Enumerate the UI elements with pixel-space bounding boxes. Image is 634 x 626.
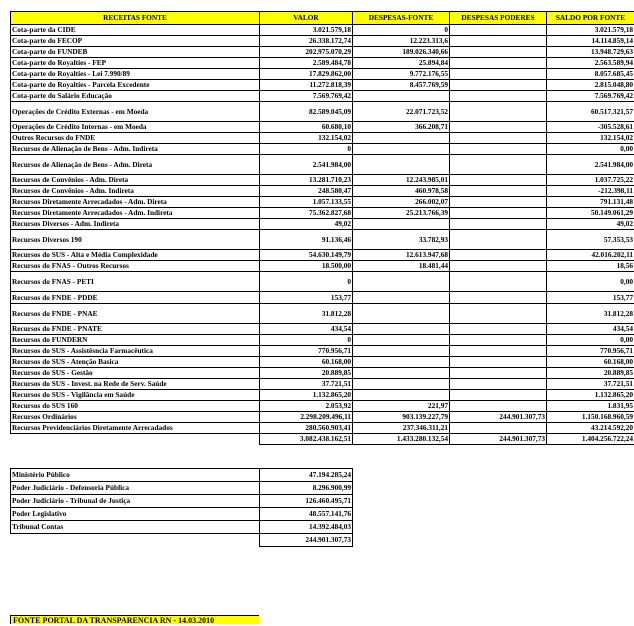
cell-revenue-source[interactable]: Outros Recursos do FNDE — [11, 133, 260, 144]
cell-expenses-powers[interactable] — [450, 186, 547, 197]
cell-expenses-source[interactable]: 237.346.311,21 — [353, 423, 450, 434]
cell-expenses-source[interactable]: 9.772.176,55 — [353, 69, 450, 80]
poder-name[interactable]: Poder Judiciário - Defensoria Pública — [11, 482, 260, 495]
cell-expenses-powers[interactable] — [450, 401, 547, 412]
cell-balance[interactable]: -305.528,61 — [547, 122, 634, 133]
cell-expenses-powers[interactable] — [450, 357, 547, 368]
header-row — [11, 12, 634, 25]
table-body — [11, 25, 634, 547]
table-row — [11, 412, 634, 423]
cell-expenses-powers[interactable] — [450, 175, 547, 186]
cell-expenses-source[interactable] — [353, 324, 450, 335]
cell-expenses-powers[interactable] — [450, 208, 547, 219]
empty-cell — [353, 495, 450, 508]
poder-name[interactable]: Poder Judiciário - Tribunal de Justiça — [11, 495, 260, 508]
cell-revenue-source[interactable]: Recursos do FNDE - PNATE — [11, 324, 260, 335]
cell-value[interactable]: 3.021.579,18 — [260, 25, 353, 36]
cell-revenue-source[interactable]: Recursos Diversos 190 — [11, 230, 260, 250]
table-row — [11, 250, 634, 261]
cell-balance[interactable]: 7.569.769,42 — [547, 91, 634, 102]
poder-name[interactable]: Ministério Público — [11, 469, 260, 482]
poder-name[interactable]: Poder Legislativo — [11, 508, 260, 521]
cell-revenue-source[interactable]: Cota-parte do FUNDEB — [11, 47, 260, 58]
table-row — [11, 155, 634, 175]
cell-balance[interactable]: 13.948.729,63 — [547, 47, 634, 58]
column-header-expenses-powers[interactable]: DESPESAS PODERES — [450, 12, 547, 25]
cell-revenue-source[interactable]: Recursos do FNDE - PDDE — [11, 292, 260, 304]
cell-expenses-source[interactable] — [353, 133, 450, 144]
table-row — [11, 102, 634, 122]
cell-expenses-source[interactable] — [353, 219, 450, 230]
cell-expenses-source[interactable]: 366.208,71 — [353, 122, 450, 133]
empty-cell — [547, 534, 634, 547]
cell-balance[interactable]: 43.214.592,20 — [547, 423, 634, 434]
table-row — [11, 47, 634, 58]
cell-expenses-source[interactable]: 189.026.340,66 — [353, 47, 450, 58]
totals-row — [11, 434, 634, 445]
cell-balance[interactable]: 14.114.859,14 — [547, 36, 634, 47]
cell-value[interactable]: 248.580,47 — [260, 186, 353, 197]
empty-cell — [450, 521, 547, 534]
empty-cell — [353, 445, 450, 457]
cell-balance[interactable]: 8.057.685,45 — [547, 69, 634, 80]
cell-expenses-source[interactable]: 460.978,58 — [353, 186, 450, 197]
table-row — [11, 80, 634, 91]
poder-row — [11, 521, 634, 534]
cell-balance[interactable]: 1.132.865,20 — [547, 390, 634, 401]
table-row — [11, 219, 634, 230]
poder-row — [11, 482, 634, 495]
cell-expenses-powers[interactable] — [450, 368, 547, 379]
table-row — [11, 175, 634, 186]
empty-cell — [11, 445, 260, 457]
spacer-row — [11, 457, 634, 469]
cell-revenue-source[interactable]: Cota-parte do Royalties - FEP — [11, 58, 260, 69]
cell-expenses-source[interactable]: 0 — [353, 25, 450, 36]
cell-value[interactable]: 1.132.865,20 — [260, 390, 353, 401]
cell-value[interactable]: 132.154,02 — [260, 133, 353, 144]
empty-cell — [547, 469, 634, 482]
cell-value[interactable]: 0 — [260, 335, 353, 346]
total-expenses-powers[interactable]: 244.901.307,73 — [450, 434, 547, 445]
cell-value[interactable]: 54.630.149,79 — [260, 250, 353, 261]
cell-value[interactable]: 20.889,85 — [260, 368, 353, 379]
cell-value[interactable]: 91.136,46 — [260, 230, 353, 250]
cell-expenses-source[interactable]: 221,97 — [353, 401, 450, 412]
table-row — [11, 423, 634, 434]
cell-balance[interactable]: 1.037.725,22 — [547, 175, 634, 186]
cell-expenses-source[interactable]: 25.213.766,39 — [353, 208, 450, 219]
empty-cell — [450, 457, 547, 469]
cell-expenses-powers[interactable] — [450, 80, 547, 91]
table-row — [11, 261, 634, 272]
cell-revenue-source[interactable]: Operações de Crédito Externas - em Moeda — [11, 102, 260, 122]
table-row — [11, 69, 634, 80]
cell-expenses-powers[interactable] — [450, 304, 547, 324]
cell-balance[interactable]: -212.398,11 — [547, 186, 634, 197]
cell-balance[interactable]: 60.168,00 — [547, 357, 634, 368]
table-row — [11, 133, 634, 144]
cell-value[interactable]: 49,02 — [260, 219, 353, 230]
cell-value[interactable]: 770.956,71 — [260, 346, 353, 357]
spacer-row — [11, 445, 634, 457]
poder-value[interactable]: 47.194.285,24 — [260, 469, 353, 482]
empty-cell — [353, 508, 450, 521]
cell-balance[interactable]: 0,00 — [547, 272, 634, 292]
cell-revenue-source[interactable]: Cota-parte do FECOP — [11, 36, 260, 47]
empty-cell — [450, 469, 547, 482]
cell-revenue-source[interactable]: Recursos do SUS - Atenção Basica — [11, 357, 260, 368]
cell-balance[interactable]: 2.563.589,94 — [547, 58, 634, 69]
table-row — [11, 208, 634, 219]
empty-cell — [450, 495, 547, 508]
cell-revenue-source[interactable]: Recursos do FNDE - PNAE — [11, 304, 260, 324]
poder-row — [11, 508, 634, 521]
cell-expenses-source[interactable]: 12.243.985,01 — [353, 175, 450, 186]
cell-balance[interactable]: 1.831,95 — [547, 401, 634, 412]
empty-cell — [353, 482, 450, 495]
cell-expenses-powers[interactable] — [450, 390, 547, 401]
cell-expenses-powers[interactable] — [450, 272, 547, 292]
cell-revenue-source[interactable]: Recursos do FNAS - PETI — [11, 272, 260, 292]
cell-expenses-powers[interactable] — [450, 379, 547, 390]
cell-revenue-source[interactable]: Recursos do SUS - Gestão — [11, 368, 260, 379]
cell-balance[interactable]: 57.353,53 — [547, 230, 634, 250]
empty-cell — [260, 457, 353, 469]
poder-row — [11, 495, 634, 508]
cell-revenue-source[interactable]: Recursos do SUS - Assistêsncia Farmacêutica — [11, 346, 260, 357]
cell-expenses-powers[interactable] — [450, 25, 547, 36]
cell-balance[interactable]: 791.131,48 — [547, 197, 634, 208]
table-row — [11, 272, 634, 292]
table-row — [11, 346, 634, 357]
cell-expenses-source[interactable]: 18.481,44 — [353, 261, 450, 272]
cell-expenses-powers[interactable] — [450, 47, 547, 58]
cell-value[interactable]: 0 — [260, 144, 353, 155]
cell-expenses-powers[interactable] — [450, 346, 547, 357]
cell-value[interactable]: 2.298.209.496,11 — [260, 412, 353, 423]
table-row — [11, 144, 634, 155]
empty-cell — [450, 508, 547, 521]
cell-value[interactable]: 2.541.984,00 — [260, 155, 353, 175]
table-row — [11, 197, 634, 208]
cell-revenue-source[interactable]: Recursos Diretamente Arrecadados - Adm. Indireta — [11, 208, 260, 219]
cell-balance[interactable]: 770.956,71 — [547, 346, 634, 357]
cell-revenue-source[interactable]: Cota-parte do Salário Educação — [11, 91, 260, 102]
cell-revenue-source[interactable]: Recursos de Convênios - Adm. Direta — [11, 175, 260, 186]
spreadsheet-table — [10, 11, 634, 547]
table-row — [11, 324, 634, 335]
cell-value[interactable]: 37.721,51 — [260, 379, 353, 390]
table-row — [11, 335, 634, 346]
total-value[interactable]: 3.082.438.162,51 — [260, 434, 353, 445]
cell-revenue-source[interactable]: Recursos do SUS - Vigilância em Saúde — [11, 390, 260, 401]
empty-cell — [353, 521, 450, 534]
cell-value[interactable]: 1.057.133,55 — [260, 197, 353, 208]
empty-cell — [547, 457, 634, 469]
cell-value[interactable]: 60.168,00 — [260, 357, 353, 368]
cell-expenses-powers[interactable] — [450, 36, 547, 47]
cell-value[interactable]: 202.975.070,29 — [260, 47, 353, 58]
empty-cell — [11, 457, 260, 469]
empty-cell — [450, 482, 547, 495]
cell-expenses-powers[interactable] — [450, 69, 547, 80]
cell-expenses-source[interactable]: 12.223.313,6 — [353, 36, 450, 47]
cell-revenue-source[interactable]: Recursos de Convênios - Adm. Indireta — [11, 186, 260, 197]
cell-expenses-source[interactable]: 33.782,93 — [353, 230, 450, 250]
empty-cell — [353, 469, 450, 482]
empty-cell — [353, 534, 450, 547]
poderes-total-value[interactable]: 244.901.307,73 — [260, 534, 353, 547]
empty-cell — [547, 508, 634, 521]
cell-expenses-powers[interactable]: 244.901.307,73 — [450, 412, 547, 423]
table-row — [11, 25, 634, 36]
cell-revenue-source[interactable]: Recursos de Alienação de Bens - Adm. Indireta — [11, 144, 260, 155]
cell-expenses-source[interactable]: 903.139.227,79 — [353, 412, 450, 423]
cell-expenses-source[interactable] — [353, 368, 450, 379]
cell-expenses-powers[interactable] — [450, 219, 547, 230]
cell-expenses-source[interactable] — [353, 357, 450, 368]
cell-revenue-source[interactable]: Recursos do FUNDERN — [11, 335, 260, 346]
cell-expenses-powers[interactable] — [450, 261, 547, 272]
cell-value[interactable]: 2.589.484,78 — [260, 58, 353, 69]
cell-expenses-powers[interactable] — [450, 133, 547, 144]
cell-expenses-powers[interactable] — [450, 58, 547, 69]
cell-expenses-powers[interactable] — [450, 122, 547, 133]
cell-revenue-source[interactable]: Recursos do SUS - Invest. na Rede de Serv. Saúde — [11, 379, 260, 390]
cell-expenses-powers[interactable] — [450, 91, 547, 102]
cell-revenue-source[interactable]: Recursos Diretamente Arrecadados - Adm. Direta — [11, 197, 260, 208]
poder-row — [11, 469, 634, 482]
table-row — [11, 122, 634, 133]
cell-revenue-source[interactable]: Recursos Diversos - Adm. Indireta — [11, 219, 260, 230]
table-row — [11, 357, 634, 368]
cell-expenses-source[interactable] — [353, 144, 450, 155]
cell-expenses-source[interactable]: 12.613.947,68 — [353, 250, 450, 261]
total-balance[interactable]: 1.404.256.722,24 — [547, 434, 634, 445]
cell-expenses-powers[interactable] — [450, 335, 547, 346]
cell-value[interactable]: 75.362.827,68 — [260, 208, 353, 219]
empty-cell — [450, 445, 547, 457]
source-note-text: FONTE PORTAL DA TRANSPARENCIA RN - 14.03.2010 — [11, 616, 259, 626]
cell-revenue-source[interactable]: Recursos de Alienação de Bens - Adm. Direta — [11, 155, 260, 175]
cell-balance[interactable]: 60.517.321,57 — [547, 102, 634, 122]
cell-balance[interactable]: 37.721,51 — [547, 379, 634, 390]
cell-balance[interactable]: 18,56 — [547, 261, 634, 272]
cell-expenses-source[interactable]: 25.894,84 — [353, 58, 450, 69]
table-row — [11, 36, 634, 47]
table-row — [11, 58, 634, 69]
cell-balance[interactable]: 50.149.061,29 — [547, 208, 634, 219]
cell-balance[interactable]: 132.154,02 — [547, 133, 634, 144]
cell-value[interactable]: 2.053,92 — [260, 401, 353, 412]
cell-value[interactable]: 18.500,00 — [260, 261, 353, 272]
cell-value[interactable]: 82.589.045,09 — [260, 102, 353, 122]
cell-expenses-powers[interactable] — [450, 102, 547, 122]
cell-value[interactable]: 280.560.903,41 — [260, 423, 353, 434]
cell-revenue-source[interactable]: Recursos Ordinários — [11, 412, 260, 423]
cell-expenses-powers[interactable] — [450, 155, 547, 175]
poder-name[interactable]: Tribunal Contas — [11, 521, 260, 534]
empty-cell — [547, 495, 634, 508]
table-row — [11, 91, 634, 102]
cell-expenses-source[interactable] — [353, 272, 450, 292]
cell-value[interactable]: 153,77 — [260, 292, 353, 304]
cell-balance[interactable]: 49,02 — [547, 219, 634, 230]
cell-revenue-source[interactable]: Cota-parte da CIDE — [11, 25, 260, 36]
cell-expenses-powers[interactable] — [450, 250, 547, 261]
cell-revenue-source[interactable]: Recursos Previdenciários Diretamente Arrecadados — [11, 423, 260, 434]
cell-balance[interactable]: 31.812,28 — [547, 304, 634, 324]
cell-balance[interactable]: 434,54 — [547, 324, 634, 335]
cell-revenue-source[interactable]: Cota-parte do Royalties - Parcela Excedente — [11, 80, 260, 91]
cell-balance[interactable]: 2.815.048,80 — [547, 80, 634, 91]
cell-expenses-powers[interactable] — [450, 292, 547, 304]
empty-cell — [11, 534, 260, 547]
cell-revenue-source[interactable]: Recursos do FNAS - Outros Recursos — [11, 261, 260, 272]
table-row — [11, 368, 634, 379]
cell-revenue-source[interactable]: Operações de Crédito Internas - em Moeda — [11, 122, 260, 133]
poderes-total-row — [11, 534, 634, 547]
cell-expenses-powers[interactable] — [450, 423, 547, 434]
cell-balance[interactable]: 0,00 — [547, 144, 634, 155]
cell-balance[interactable]: 42.016.202,11 — [547, 250, 634, 261]
cell-balance[interactable]: 1.150.168.960,59 — [547, 412, 634, 423]
column-header-revenue-source[interactable]: RECEITAS FONTE — [11, 12, 260, 25]
cell-value[interactable]: 17.829.862,00 — [260, 69, 353, 80]
poder-value[interactable]: 8.296.900,99 — [260, 482, 353, 495]
table-row — [11, 230, 634, 250]
empty-cell — [353, 457, 450, 469]
cell-expenses-source[interactable] — [353, 91, 450, 102]
table-row — [11, 379, 634, 390]
empty-cell — [547, 521, 634, 534]
poder-value[interactable]: 14.392.484,03 — [260, 521, 353, 534]
cell-value[interactable]: 60.680,10 — [260, 122, 353, 133]
empty-cell — [547, 445, 634, 457]
cell-revenue-source[interactable]: Cota-parte do Royalties - Lei 7.990/89 — [11, 69, 260, 80]
cell-expenses-source[interactable] — [353, 379, 450, 390]
cell-value[interactable]: 434,54 — [260, 324, 353, 335]
cell-expenses-powers[interactable] — [450, 324, 547, 335]
cell-expenses-powers[interactable] — [450, 197, 547, 208]
poder-value[interactable]: 48.557.141,76 — [260, 508, 353, 521]
cell-value[interactable]: 13.281.710,23 — [260, 175, 353, 186]
cell-expenses-powers[interactable] — [450, 144, 547, 155]
cell-value[interactable]: 7.569.769,42 — [260, 91, 353, 102]
cell-expenses-source[interactable] — [353, 335, 450, 346]
table-row — [11, 401, 634, 412]
cell-balance[interactable]: 153,77 — [547, 292, 634, 304]
cell-value[interactable]: 0 — [260, 272, 353, 292]
cell-value[interactable]: 26.338.172,74 — [260, 36, 353, 47]
cell-value[interactable]: 11.272.818,39 — [260, 80, 353, 91]
cell-expenses-source[interactable] — [353, 155, 450, 175]
cell-expenses-source[interactable]: 8.457.769,59 — [353, 80, 450, 91]
cell-value[interactable]: 31.812,28 — [260, 304, 353, 324]
cell-expenses-powers[interactable] — [450, 230, 547, 250]
cell-expenses-source[interactable]: 266.002,07 — [353, 197, 450, 208]
cell-revenue-source[interactable]: Recursos do SUS - Alta e Média Complexidade — [11, 250, 260, 261]
cell-expenses-source[interactable]: 22.071.723,52 — [353, 102, 450, 122]
cell-expenses-source[interactable] — [353, 292, 450, 304]
cell-expenses-source[interactable] — [353, 304, 450, 324]
table-row — [11, 304, 634, 324]
table-row — [11, 292, 634, 304]
total-expenses-source[interactable]: 1.433.280.132,54 — [353, 434, 450, 445]
column-header-value[interactable]: VALOR — [260, 12, 353, 25]
column-header-balance[interactable]: SALDO POR FONTE — [547, 12, 634, 25]
poder-value[interactable]: 126.460.495,71 — [260, 495, 353, 508]
cell-balance[interactable]: 2.541.984,00 — [547, 155, 634, 175]
empty-cell — [260, 445, 353, 457]
cell-expenses-source[interactable] — [353, 390, 450, 401]
table-row — [11, 186, 634, 197]
column-header-expenses-source[interactable]: DESPESAS-FONTE — [353, 12, 450, 25]
cell-balance[interactable]: 0,00 — [547, 335, 634, 346]
total-revenue-source — [11, 434, 260, 445]
empty-cell — [450, 534, 547, 547]
table-row — [11, 390, 634, 401]
cell-balance[interactable]: 3.021.579,18 — [547, 25, 634, 36]
cell-balance[interactable]: 20.889,85 — [547, 368, 634, 379]
cell-expenses-source[interactable] — [353, 346, 450, 357]
empty-cell — [547, 482, 634, 495]
cell-revenue-source[interactable]: Recursos do SUS 160 — [11, 401, 260, 412]
